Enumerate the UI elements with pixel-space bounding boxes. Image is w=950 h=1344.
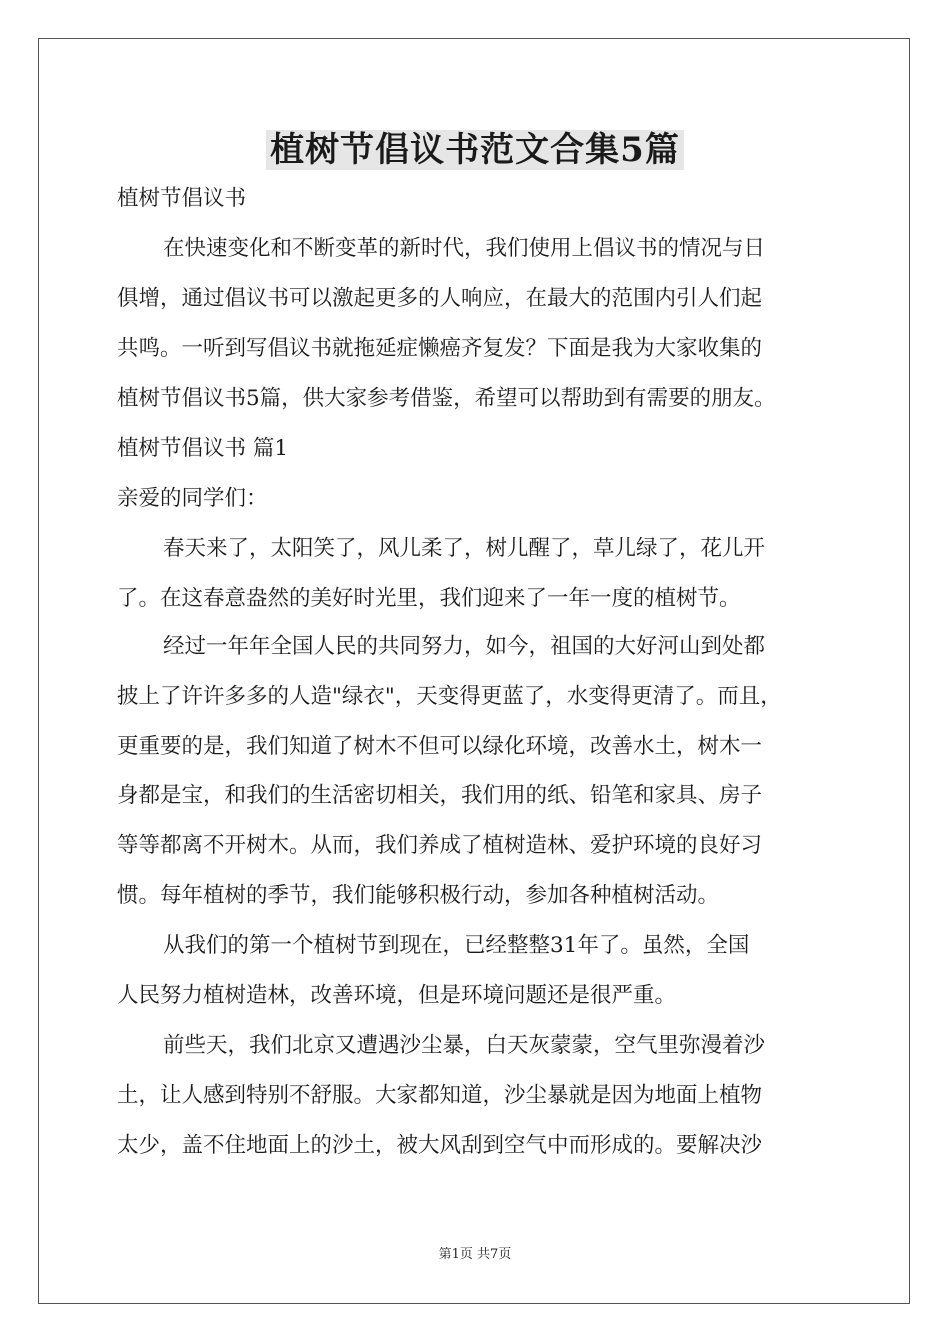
paragraph-line: 惯。每年植树的季节，我们能够积极行动，参加各种植树活动。 [117, 883, 720, 908]
document-title: 植树节倡议书范文合集5篇 [0, 122, 950, 178]
paragraph-line: 春天来了，太阳笑了，风儿柔了，树儿醒了，草儿绿了，花儿开 [163, 536, 766, 561]
paragraph-line: 了。在这春意盎然的美好时光里，我们迎来了一年一度的植树节。 [117, 586, 741, 611]
paragraph-line: 人民努力植树造林，改善环境，但是环境问题还是很严重。 [117, 983, 677, 1008]
paragraph-line: 前些天，我们北京又遭遇沙尘暴，白天灰蒙蒙，空气里弥漫着沙 [163, 1033, 766, 1058]
paragraph-line: 身都是宝，和我们的生活密切相关，我们用的纸、铅笔和家具、房子 [117, 783, 763, 808]
paragraph-line: 等等都离不开树木。从而，我们养成了植树造林、爱护环境的良好习 [117, 833, 763, 858]
page-number-footer: 第1页 共7页 [438, 1247, 512, 1262]
paragraph-line: 土，让人感到特别不舒服。大家都知道，沙尘暴就是因为地面上植物 [117, 1083, 763, 1108]
page-border [38, 38, 910, 1304]
paragraph-line: 太少，盖不住地面上的沙土，被大风刮到空气中而形成的。要解决沙 [117, 1133, 763, 1158]
paragraph-line: 俱增，通过倡议书可以激起更多的人响应，在最大的范围内引人们起 [117, 286, 763, 311]
paragraph-line: 从我们的第一个植树节到现在，已经整整31年了。虽然，全国 [163, 933, 750, 958]
section-heading: 植树节倡议书 [117, 186, 247, 211]
paragraph-line: 植树节倡议书5篇，供大家参考借鉴，希望可以帮助到有需要的朋友。 [117, 386, 776, 411]
paragraph-line: 在快速变化和不断变革的新时代，我们使用上倡议书的情况与日 [163, 236, 766, 261]
paragraph-line: 经过一年年全国人民的共同努力，如今，祖国的大好河山到处都 [163, 634, 766, 659]
salutation: 亲爱的同学们： [117, 486, 268, 511]
paragraph-line: 更重要的是，我们知道了树木不但可以绿化环境，改善水土，树木一 [117, 734, 763, 759]
paragraph-line: 共鸣。一听到写倡议书就拖延症懒癌齐复发？下面是我为大家收集的 [117, 336, 763, 361]
section-heading: 植树节倡议书 篇1 [117, 436, 289, 461]
paragraph-line: 披上了许许多多的人造"绿衣"，天变得更蓝了，水变得更清了。而且， [117, 684, 782, 709]
